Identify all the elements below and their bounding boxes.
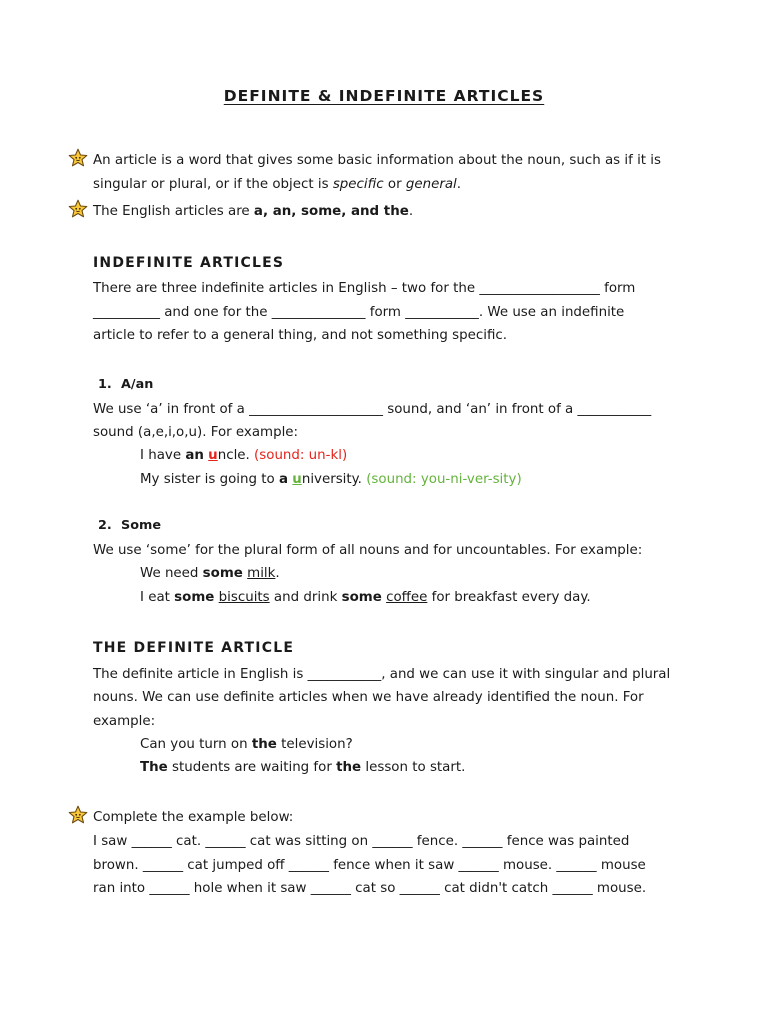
a-an-line-1: We use ‘a’ in front of a ____________________ sound, and ‘an’ in front of a ___________ xyxy=(93,402,652,417)
articles-list: a, an, some, and the xyxy=(253,204,409,219)
emphasis-specific: specific xyxy=(332,177,384,192)
sound-note: (sound: un-kl) xyxy=(254,448,348,463)
definite-heading: THE DEFINITE ARTICLE xyxy=(93,640,295,656)
definite-line-1: The definite article in English is ___________, and we can use it with singular and plural xyxy=(93,667,671,682)
indefinite-line-3: article to refer to a general thing, and not something specific. xyxy=(93,328,508,343)
a-an-line-2: sound (a,e,i,o,u). For example: xyxy=(93,425,299,440)
page-title: DEFINITE & INDEFINITE ARTICLES xyxy=(223,87,545,105)
exercise-line-3: ran into ______ hole when it saw ______ cat so ______ cat didn't catch ______ mouse. xyxy=(93,881,647,896)
list-item-some: 2. Some xyxy=(98,518,162,533)
indefinite-line-2: __________ and one for the ______________ form ___________. We use an indefinite xyxy=(93,305,625,320)
intro-line-2: singular or plural, or if the object is specific or general. xyxy=(93,177,462,192)
intro-articles-line: The English articles are a, an, some, and the. xyxy=(93,204,414,219)
example-television: Can you turn on the television? xyxy=(140,737,353,752)
definite-line-3: example: xyxy=(93,714,156,729)
example-milk: We need some milk. xyxy=(140,566,280,581)
star-bullet-icon xyxy=(68,199,88,219)
star-bullet-icon xyxy=(68,805,88,825)
exercise-line-2: brown. ______ cat jumped off ______ fence when it saw ______ mouse. ______ mouse xyxy=(93,858,646,873)
example-university: My sister is going to a university. (sound: you-ni-ver-sity) xyxy=(140,472,522,487)
definite-line-2: nouns. We can use definite articles when we have already identified the noun. For xyxy=(93,690,644,705)
indefinite-line-1: There are three indefinite articles in English – two for the __________________ form xyxy=(93,281,636,296)
exercise-instruction: Complete the example below: xyxy=(93,810,294,825)
list-item-a-an: 1. A/an xyxy=(98,377,154,392)
exercise-line-1: I saw ______ cat. ______ cat was sitting on ______ fence. ______ fence was painted xyxy=(93,834,630,849)
sound-note: (sound: you-ni-ver-sity) xyxy=(366,472,522,487)
example-biscuits: I eat some biscuits and drink some coffee for breakfast every day. xyxy=(140,590,591,605)
some-line-1: We use ‘some’ for the plural form of all nouns and for uncountables. For example: xyxy=(93,543,643,558)
intro-line-1: An article is a word that gives some basic information about the noun, such as if it is xyxy=(93,153,661,168)
star-bullet-icon xyxy=(68,148,88,168)
emphasis-general: general xyxy=(405,177,457,192)
example-uncle: I have an uncle. (sound: un-kl) xyxy=(140,448,348,463)
example-students: The students are waiting for the lesson to start. xyxy=(140,760,466,775)
indefinite-heading: INDEFINITE ARTICLES xyxy=(93,255,285,271)
